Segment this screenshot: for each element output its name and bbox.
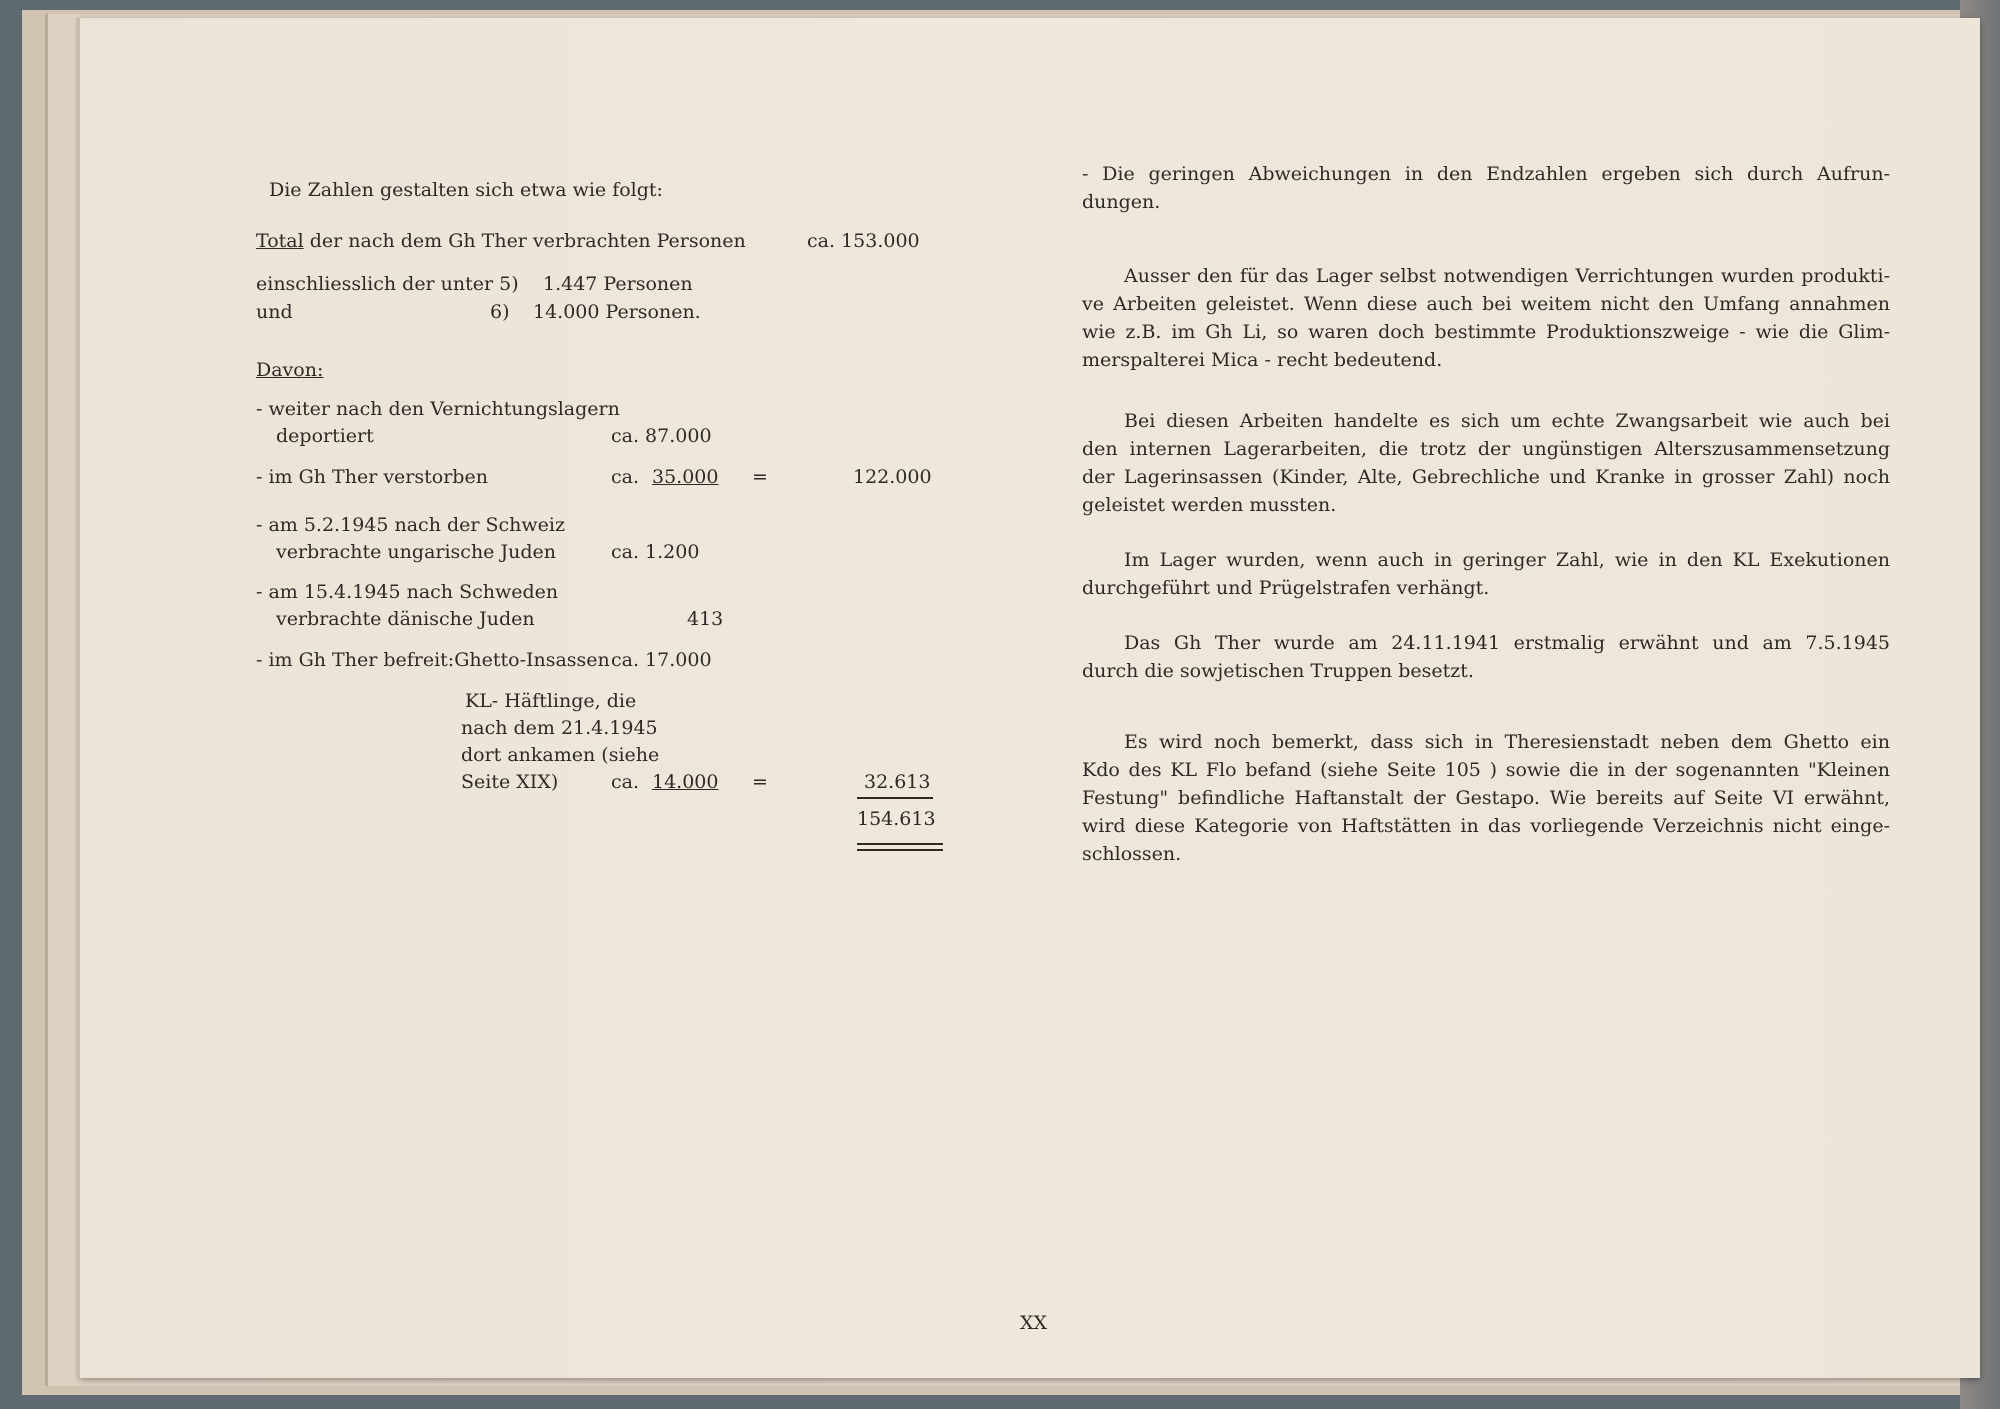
row2-equals: = [752, 466, 768, 488]
row3-value: ca. 1.200 [611, 541, 700, 563]
davon-heading: Davon: [256, 359, 324, 381]
row1-value: ca. 87.000 [611, 425, 712, 447]
p4-line-2: durchgeführt und Prügelstrafen verhängt. [1082, 577, 1490, 599]
incl-2-num: 6) [490, 301, 510, 323]
row5-label: - im Gh Ther befreit:Ghetto-Insassen [256, 649, 610, 671]
incl-1-value: 1.447 Personen [543, 273, 693, 295]
p6-line-4: wird diese Kategorie von Haftstätten in das vorliegende Verzeichnis nicht einge- [1082, 815, 1890, 837]
p3-line-2: den internen Lagerarbeiten, die trotz der ungünstigen Alterszusammensetzung [1082, 438, 1890, 460]
paragraph-5 [1082, 629, 1890, 685]
kl-ca: ca. [611, 771, 640, 793]
row3-label: - am 5.2.1945 nach der Schweiz [256, 514, 565, 536]
row4-label: - am 15.4.1945 nach Schweden [256, 581, 559, 603]
document-sheet [80, 18, 1980, 1378]
p1-line-2: dungen. [1082, 191, 1161, 213]
kl-line-3: dort ankamen (siehe [461, 744, 660, 766]
row5-value: ca. 17.000 [611, 649, 712, 671]
kl-value: 14.000 [652, 771, 719, 793]
p3-line-1: Bei diesen Arbeiten handelte es sich um echte Zwangsarbeit wie auch bei [1124, 410, 1890, 432]
p4-line-1: Im Lager wurden, wenn auch in geringer Zahl, wie in den KL Exekutionen [1124, 549, 1890, 571]
row1-label: - weiter nach den Vernichtungslagern [256, 398, 620, 420]
paragraph-4 [1082, 546, 1890, 602]
paragraph-2 [1082, 262, 1890, 374]
incl-1-label: einschliesslich der unter 5) [256, 273, 519, 295]
p1-line-1: - Die geringen Abweichungen in den Endzahlen ergeben sich durch Aufrun- [1082, 163, 1890, 185]
p2-line-4: merspalterei Mica - recht bedeutend. [1082, 349, 1443, 371]
row4-value: 413 [687, 608, 724, 630]
incl-2-value: 14.000 Personen. [533, 301, 701, 323]
paragraph-1 [1082, 160, 1890, 216]
p2-line-2: ve Arbeiten geleistet. Wenn diese auch bei weitem nicht den Umfang annahmen [1082, 293, 1890, 315]
total-word: Total [256, 230, 304, 252]
page-number: XX [1020, 1312, 1048, 1334]
p6-line-5: schlossen. [1082, 843, 1182, 865]
row3-label-2: verbrachte ungarische Juden [276, 541, 556, 563]
p6-line-3: Festung" befindliche Haftanstalt der Gestapo. Wie bereits auf Seite VI erwähnt, [1082, 787, 1890, 809]
row2-label: - im Gh Ther verstorben [256, 466, 488, 488]
intro-line: Die Zahlen gestalten sich etwa wie folgt: [269, 179, 663, 201]
row1-label-2: deportiert [276, 425, 374, 447]
kl-line-4: Seite XIX) [461, 771, 559, 793]
total-line [256, 232, 746, 251]
row2-sum: 122.000 [853, 466, 932, 488]
total-label: der nach dem Gh Ther verbrachten Personen [303, 230, 746, 252]
kl-sum: 32.613 [864, 771, 931, 793]
p5-line-1: Das Gh Ther wurde am 24.11.1941 erstmalig erwähnt und am 7.5.1945 [1124, 632, 1890, 654]
kl-line-1: KL- Häftlinge, die [465, 690, 637, 712]
kl-line-2: nach dem 21.4.1945 [461, 717, 658, 739]
p5-line-2: durch die sowjetischen Truppen besetzt. [1082, 660, 1474, 682]
paragraph-6 [1082, 728, 1890, 868]
p2-line-1: Ausser den für das Lager selbst notwendigen Verrichtungen wurden produkti- [1124, 265, 1890, 287]
p2-line-3: wie z.B. im Gh Li, so waren doch bestimmte Produktionszweige - wie die Glim- [1082, 321, 1890, 343]
p6-line-1: Es wird noch bemerkt, dass sich in Theresienstadt neben dem Ghetto ein [1124, 731, 1890, 753]
sum-rule [857, 797, 933, 799]
grand-total-double-rule [857, 843, 943, 851]
total-value: ca. 153.000 [807, 230, 920, 252]
row2-value: 35.000 [652, 466, 719, 488]
row4-label-2: verbrachte dänische Juden [276, 608, 535, 630]
incl-2-label: und [256, 301, 293, 323]
kl-equals: = [752, 771, 768, 793]
grand-total: 154.613 [857, 808, 936, 830]
p3-line-3: der Lagerinsassen (Kinder, Alte, Gebrechliche und Kranke in grosser Zahl) noch [1082, 466, 1890, 488]
row2-ca: ca. [611, 466, 640, 488]
p3-line-4: geleistet werden mussten. [1082, 494, 1337, 516]
p6-line-2: Kdo des KL Flo befand (siehe Seite 105 ) sowie die in der sogenannten "Kleinen [1082, 759, 1890, 781]
paragraph-3 [1082, 407, 1890, 519]
